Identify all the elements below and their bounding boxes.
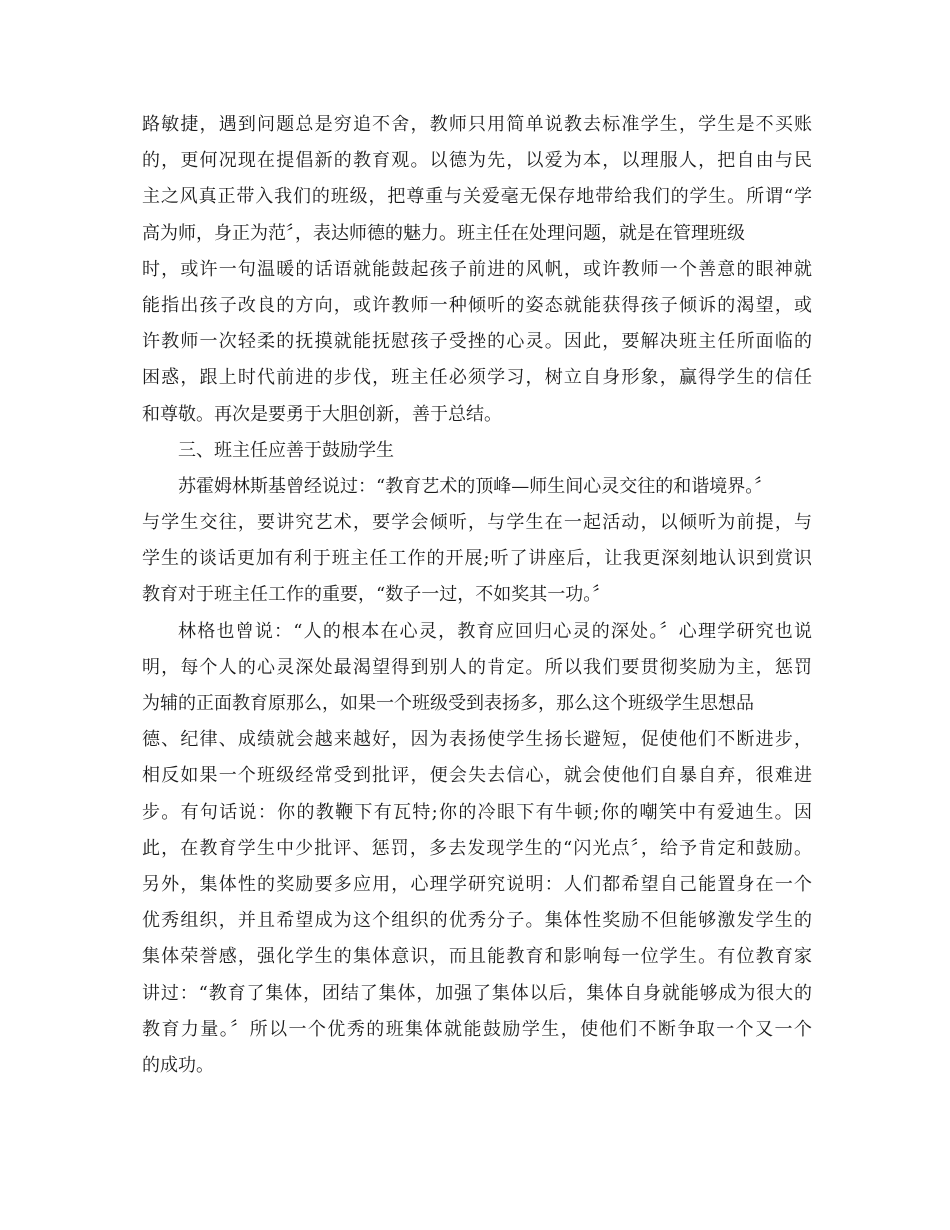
- text-line: 相反如果一个班级经常受到批评，便会失去信心，就会使他们自暴自弃，很难进: [142, 765, 812, 787]
- text-line: 许教师一次轻柔的抚摸就能抚慰孩子受挫的心灵。因此，要解决班主任所面临的: [142, 331, 812, 353]
- text-line: 与学生交往，要讲究艺术，要学会倾听，与学生在一起活动，以倾听为前提，与: [142, 512, 812, 534]
- text-line: 德、纪律、成绩就会越来越好，因为表扬使学生扬长避短，促使他们不断进步，: [142, 729, 812, 751]
- text-line: 教育力量。〞所以一个优秀的班集体就能鼓励学生，使他们不断争取一个又一个: [142, 1018, 812, 1040]
- text-line: 另外，集体性的奖励要多应用，心理学研究说明：人们都希望自己能置身在一个: [142, 873, 812, 895]
- text-line: 和尊敬。再次是要勇于大胆创新，善于总结。: [142, 403, 502, 425]
- text-line: 时，或许一句温暖的话语就能鼓起孩子前进的风帆，或许教师一个善意的眼神就: [142, 258, 812, 280]
- document-body: [142, 107, 812, 1084]
- text-line: 此，在教育学生中少批评、惩罚，多去发现学生的“闪光点〞，给予肯定和鼓励。: [142, 837, 812, 859]
- text-line: 步。有句话说：你的教鞭下有瓦特;你的冷眼下有牛顿;你的嘲笑中有爱迪生。因: [142, 801, 812, 823]
- document-page: [142, 107, 812, 1084]
- text-line: 教育对于班主任工作的重要，“数子一过，不如奖其一功。〞: [142, 584, 611, 606]
- text-line: 的成功。: [142, 1054, 214, 1076]
- text-line: 困惑，跟上时代前进的步伐，班主任必须学习，树立自身形象，赢得学生的信任: [142, 367, 812, 389]
- text-line: 优秀组织，并且希望成为这个组织的优秀分子。集体性奖励不但能够激发学生的: [142, 910, 812, 932]
- text-line: 学生的谈话更加有利于班主任工作的开展;听了讲座后，让我更深刻地认识到赏识: [142, 548, 812, 570]
- text-line: 林格也曾说：“人的根本在心灵，教育应回归心灵的深处。〞心理学研究也说: [178, 620, 812, 642]
- text-line: 能指出孩子改良的方向，或许教师一种倾听的姿态就能获得孩子倾诉的渴望，或: [142, 294, 812, 316]
- text-line: 讲过：“教育了集体，团结了集体，加强了集体以后，集体自身就能够成为很大的: [142, 982, 812, 1004]
- text-line: 高为师，身正为范〞，表达师德的魅力。班主任在处理问题，就是在管理班级: [142, 222, 745, 244]
- text-line: 的，更何况现在提倡新的教育观。以德为先，以爱为本，以理服人，把自由与民: [142, 150, 812, 172]
- text-line: 为辅的正面教育原那么，如果一个班级受到表扬多，那么这个班级学生思想品: [142, 693, 754, 714]
- text-line: 苏霍姆林斯基曾经说过：“教育艺术的顶峰—师生间心灵交往的和谐境界。〞: [178, 475, 773, 497]
- text-line: 路敏捷，遇到问题总是穷追不舍，教师只用简单说教去标准学生，学生是不买账: [142, 114, 812, 135]
- text-line: 主之风真正带入我们的班级，把尊重与关爱毫无保存地带给我们的学生。所谓“学: [142, 186, 812, 208]
- text-line: 集体荣誉感，强化学生的集体意识，而且能教育和影响每一位学生。有位教育家: [142, 946, 812, 968]
- text-line: 三、班主任应善于鼓励学生: [178, 439, 394, 461]
- text-line: 明，每个人的心灵深处最渴望得到别人的肯定。所以我们要贯彻奖励为主，惩罚: [142, 656, 812, 678]
